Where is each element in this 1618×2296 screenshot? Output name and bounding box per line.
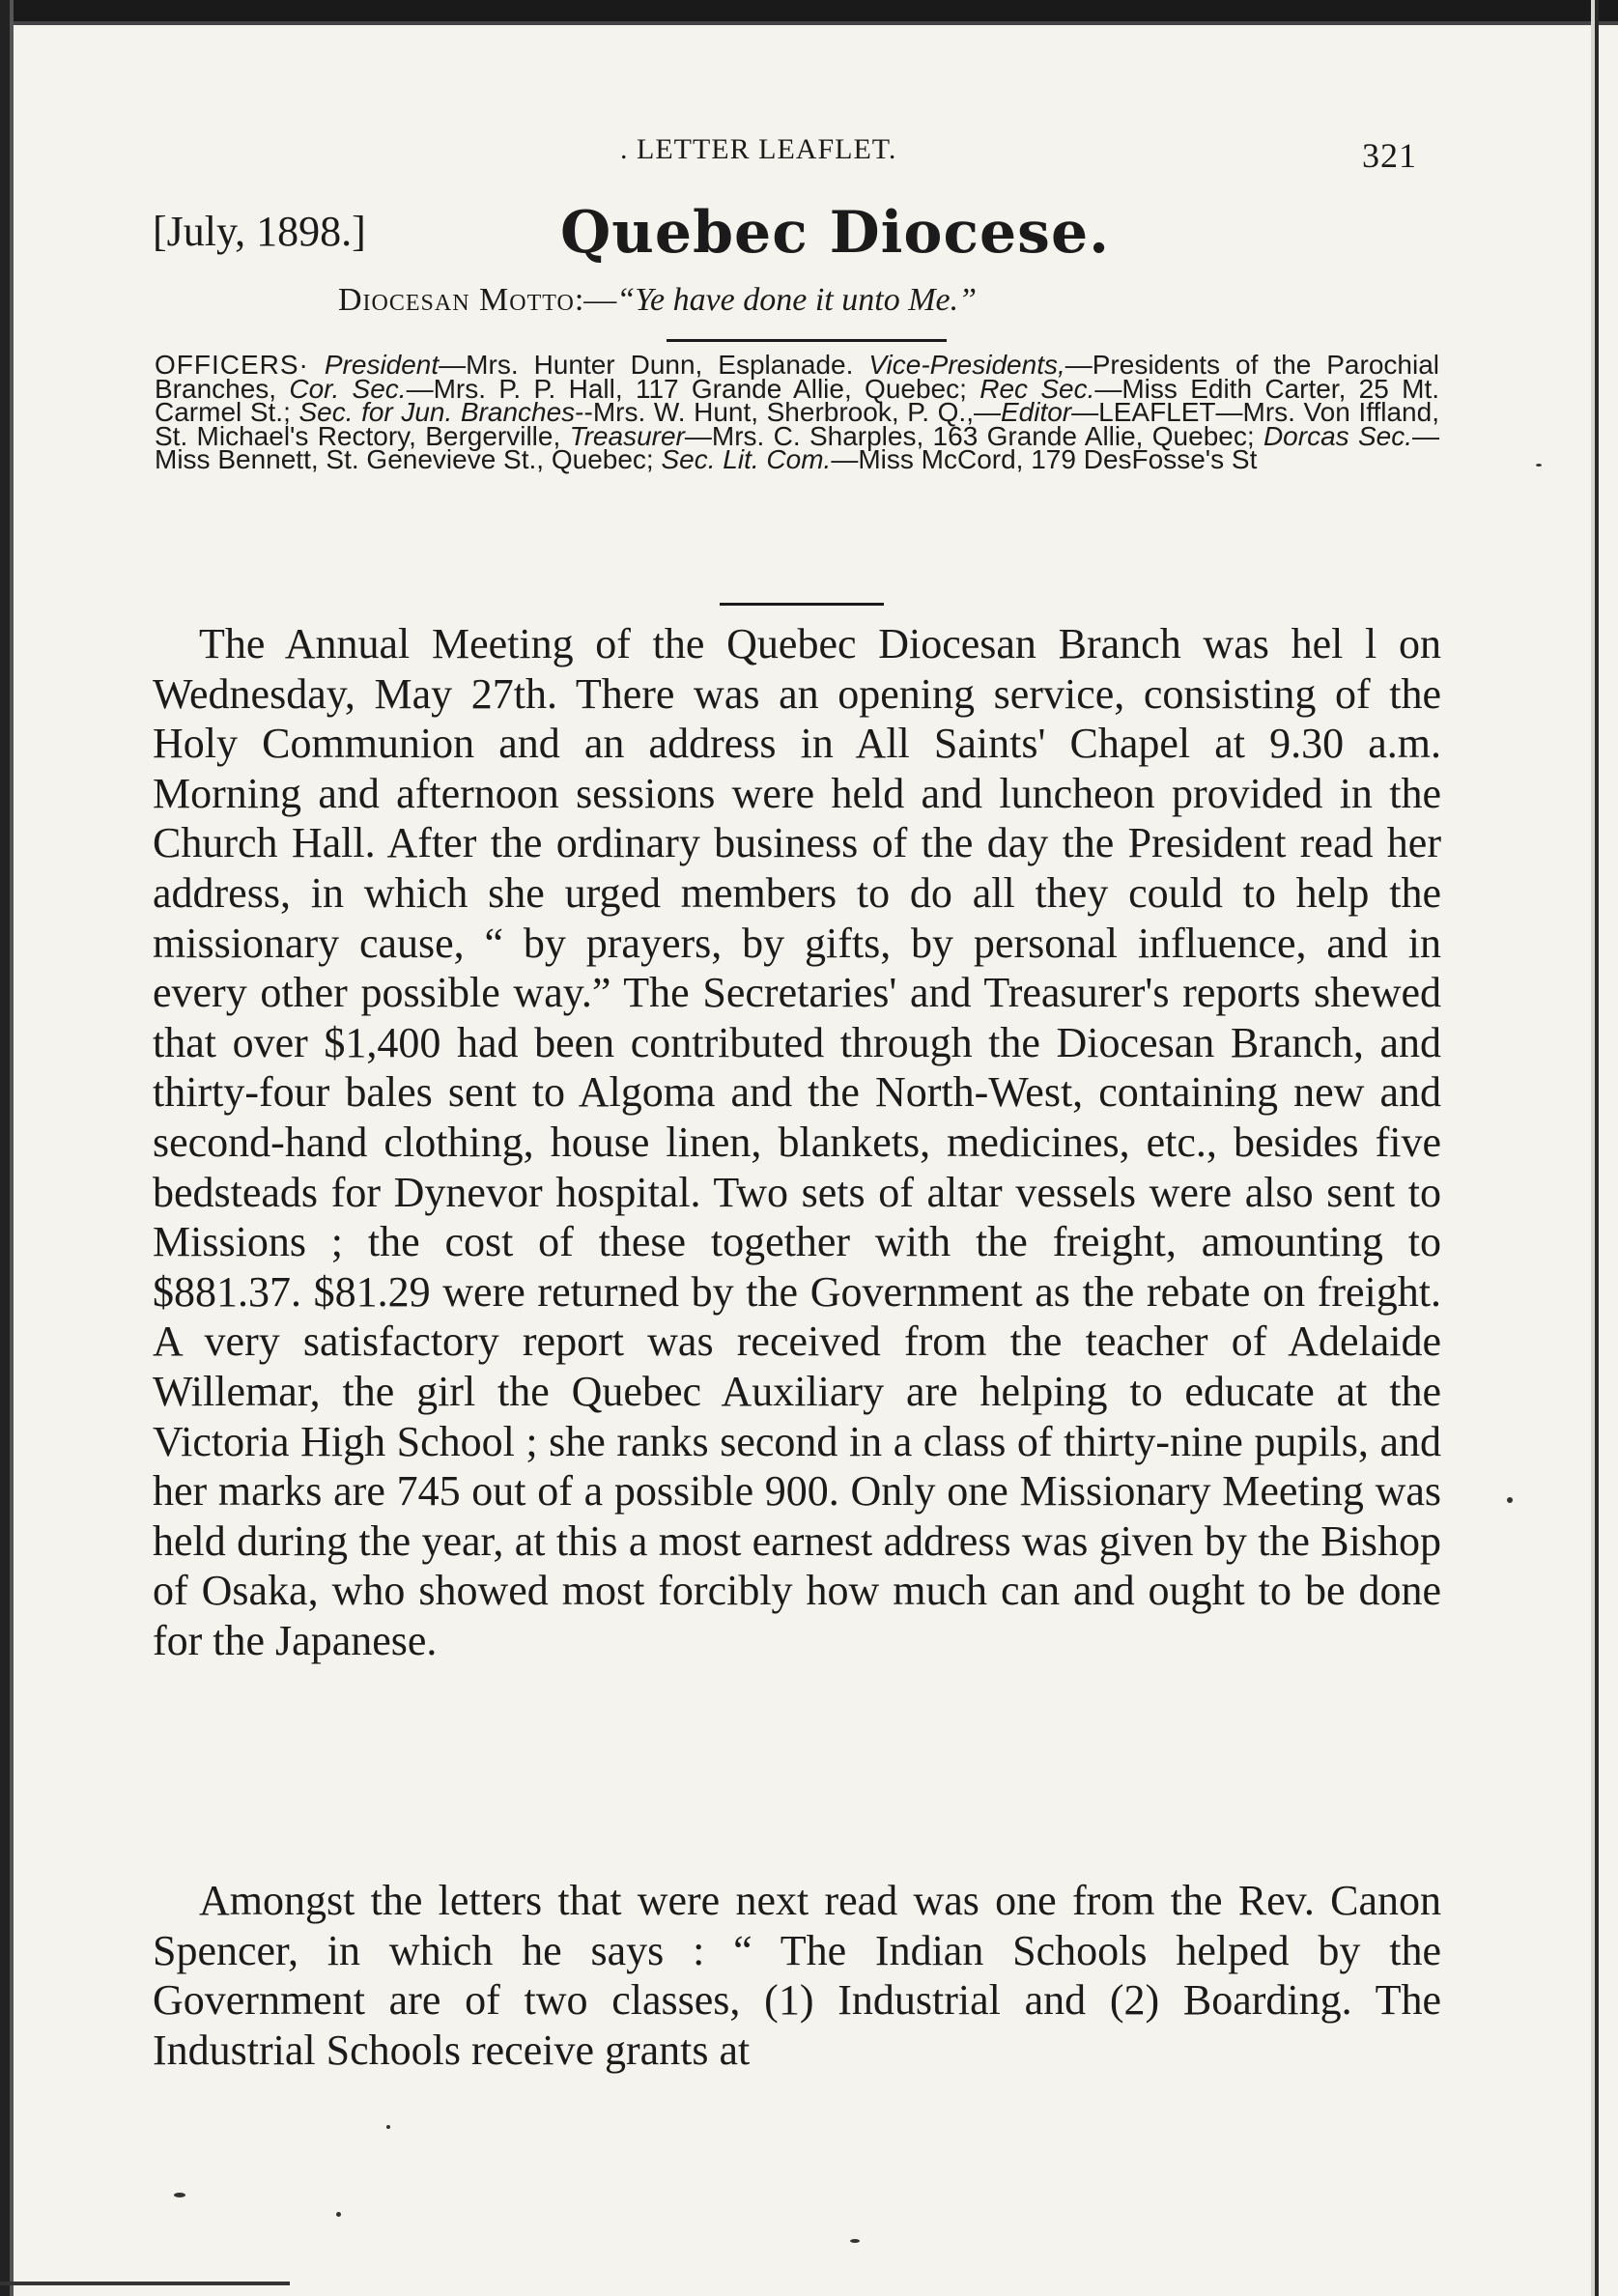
officers-segment: Dorcas Sec. <box>1263 420 1412 451</box>
officers-segment: Cor. Sec. <box>289 373 407 404</box>
officers-segment: --Mrs. W. Hunt, Sherbrook, P. Q.,— <box>575 397 1001 428</box>
officers-segment: Sec. Lit. Com. <box>661 444 832 475</box>
officers-segment: Sec. for Jun. Branches <box>298 397 576 428</box>
body-paragraph-2: Amongst the letters that were next read was one from the Rev. Canon Spencer, in which he says : “ The Indian Schools helped by the Government are of two classes, (1) Industrial and (2) Boarding. The Industrial Schools receive grants at <box>153 1877 1441 2074</box>
officers-segment: Rec Sec. <box>979 373 1095 404</box>
motto-label: Diocesan Motto <box>338 282 575 318</box>
officers-segment: President <box>308 350 440 380</box>
officers-segment: —Miss McCord, 179 DesFosse's St <box>831 444 1258 475</box>
officers-segment: —Miss Bennett, St. Genevieve St., Quebec; <box>155 420 1439 475</box>
motto-text: “Ye have done it unto Me.” <box>616 282 978 318</box>
officers-segment: Treasurer <box>569 420 685 451</box>
body-paragraph-1: The Annual Meeting of the Quebec Diocesan Branch was hel l on Wednesday, May 27th. There was an opening service, consisting of the Holy Communion and an address in All Saints' Chapel at 9.30 a.m. Morning and afternoon sessions were held and luncheon provided in the Church Hall. After the ordinary business of the day the President read her address, in which she urged members to do all they could to help the missionary cause, “ by prayers, by gifts, by personal influence, and in every other possible way.” The Secretaries' and Treasurer's reports shewed that over $1,400 had been contributed through the Diocesan Branch, and thirty-four bales sent to Algoma and the North-West, containing new and second-hand clothing, house linen, blankets, medicines, etc., besides five bedsteads for Dynevor hospital. Two sets of altar vessels were also sent to Missions ; the cost of these together with the freight, amounting to $881.37. $81.29 were returned by the Government as the rebate on freight. A very satisfactory report was received from the teacher of Adelaide Willemar, the girl the Quebec Auxiliary are helping to educate at the Victoria High School ; she ranks second in a class of thirty-nine pupils, and her marks are 745 out of a possible 900. Only one Missionary Meeting was held during the year, at this a most earnest address was given by the Bishop of Osaka, who showed most forcibly how much can and ought to be done for the Japanese. <box>153 620 1441 1664</box>
issue-date: [July, 1898.] <box>153 208 366 255</box>
officers-segment: —Mrs. P. P. Hall, 117 Grande Allie, Quebec; <box>406 373 980 404</box>
page-number: 321 <box>1362 136 1417 175</box>
motto-divider <box>667 339 947 342</box>
motto-separator: :— <box>574 282 617 318</box>
top-border <box>0 0 1618 41</box>
officers-segment: —Miss Edith Carter, 25 Mt. Carmel St.; <box>155 373 1440 428</box>
diocesan-motto <box>338 282 977 319</box>
officers-segment: —Mrs. C. Sharples, 163 Grande Allie, Quebec; <box>684 420 1263 451</box>
officers-segment: —LEAFLET—Mrs. Von Iffland, St. Michael's Rectory, Bergerville, <box>155 397 1439 451</box>
officers-segment: OFFICERS· <box>155 350 309 380</box>
officers-divider <box>720 603 884 606</box>
officers-segment: —Mrs. Hunter Dunn, Esplanade. <box>439 350 869 380</box>
bottom-border <box>0 2282 290 2285</box>
right-margin-edge <box>1574 0 1618 2296</box>
running-title: . LETTER LEAFLET. <box>620 133 897 165</box>
officers-segment: Editor <box>1000 397 1072 428</box>
left-border <box>0 0 33 2296</box>
officers-list <box>155 350 1440 475</box>
section-title: Quebec Diocese. <box>560 199 1111 267</box>
officers-segment: —Presidents of the Parochial Branches, <box>155 350 1439 404</box>
officers-segment: Vice-Presidents, <box>868 350 1065 380</box>
